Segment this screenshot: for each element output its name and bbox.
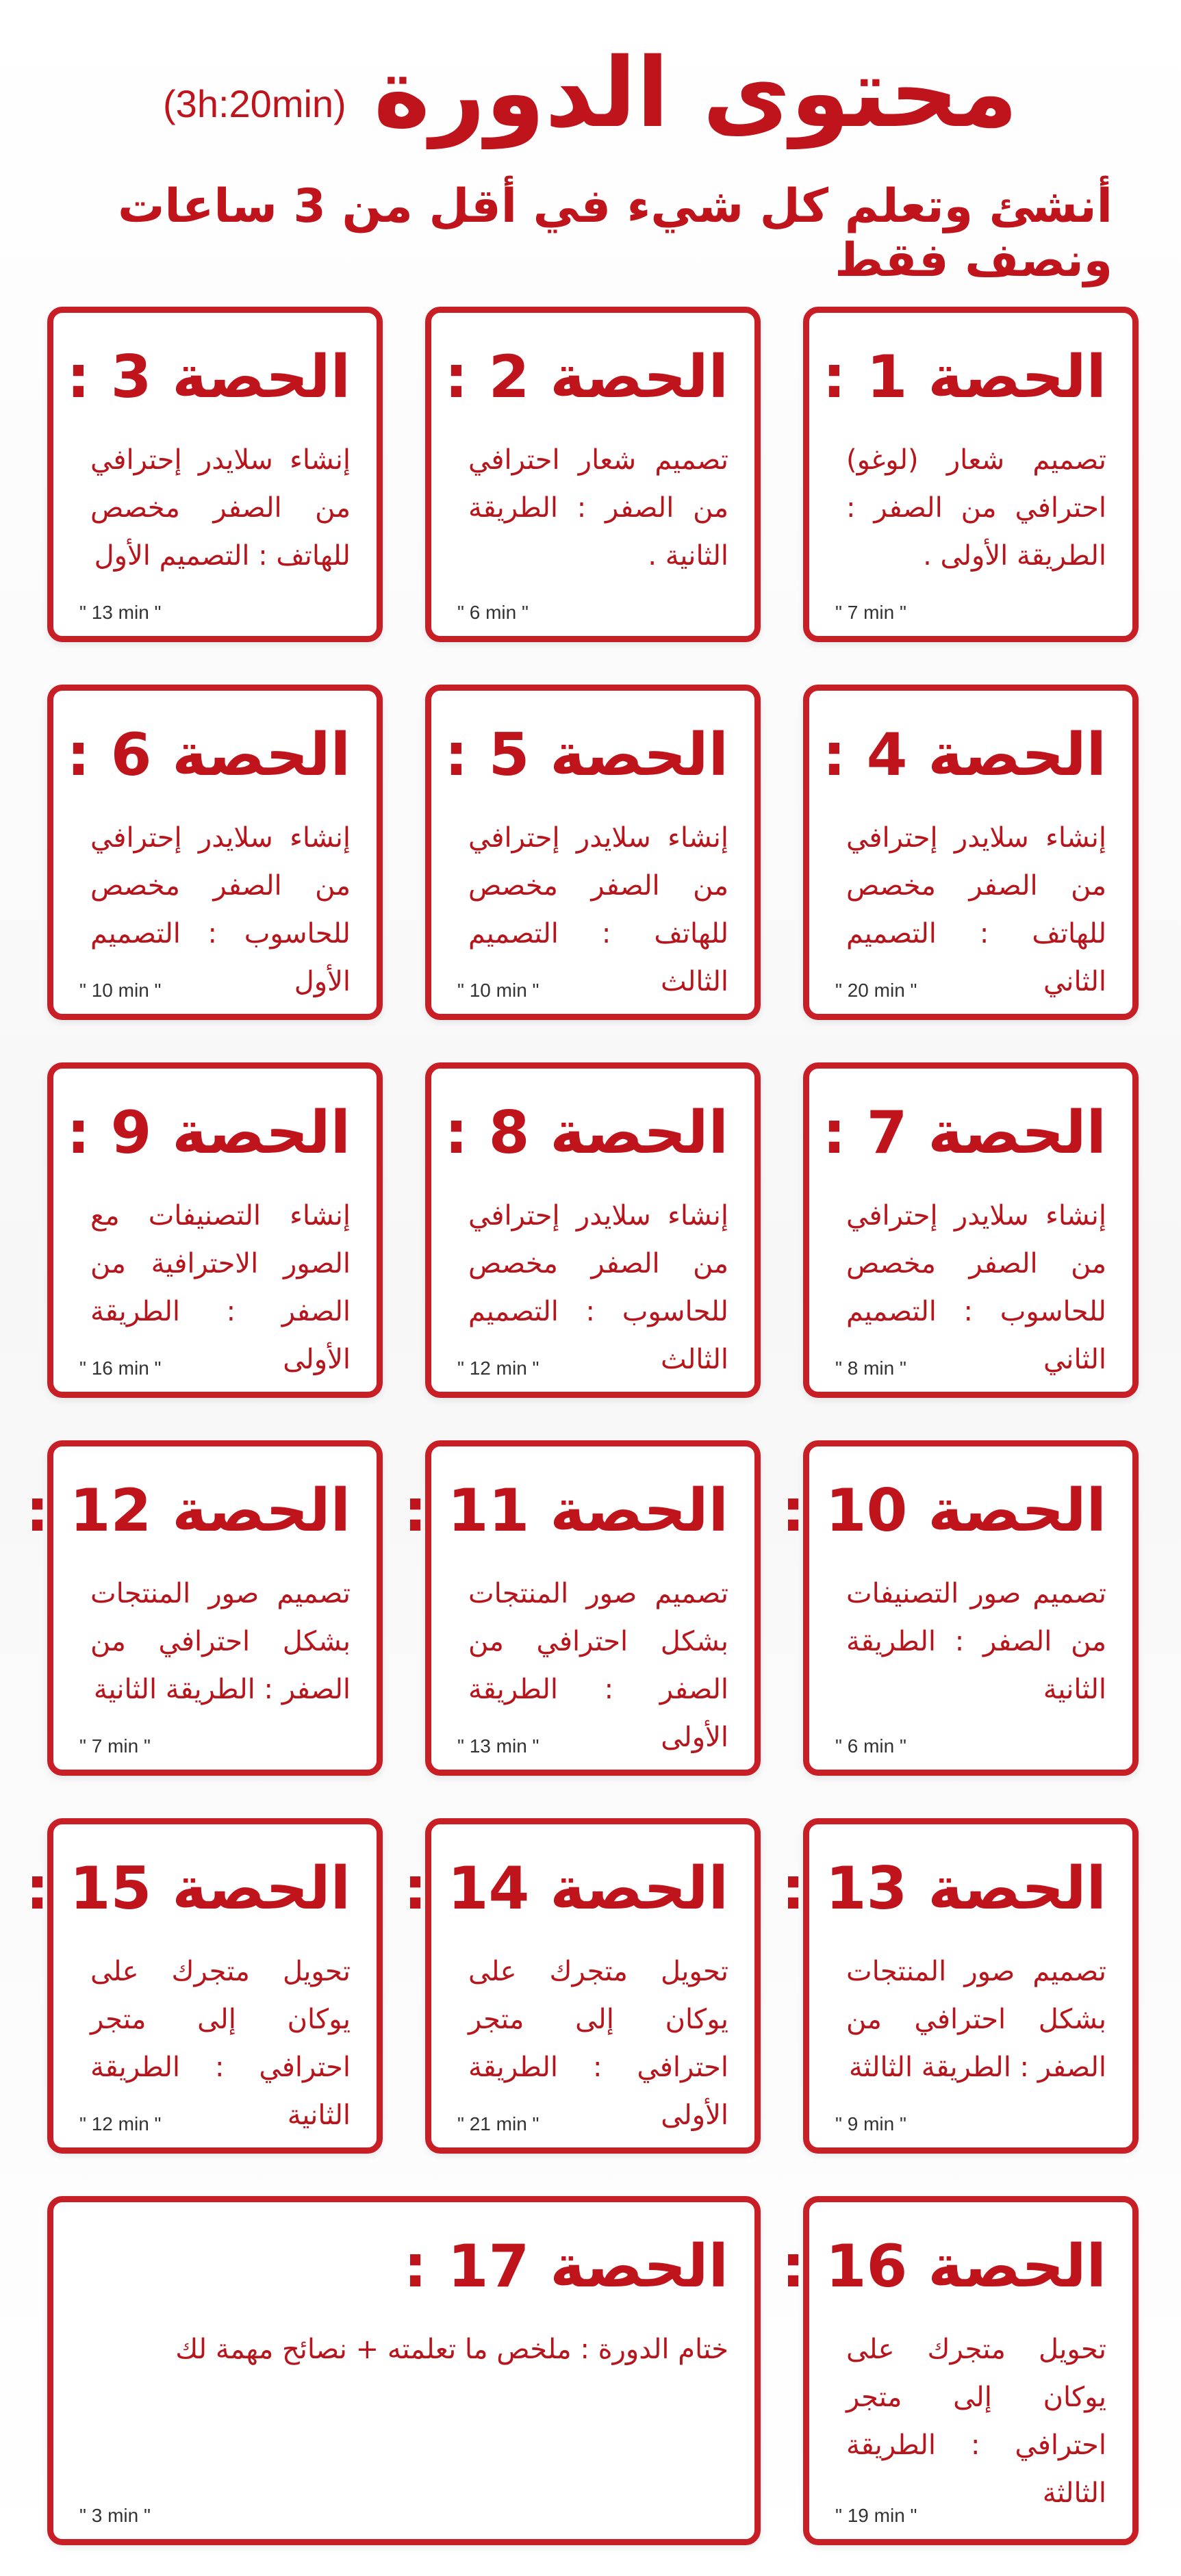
lesson-description: ختام الدورة : ملخص ما تعلمته + نصائح مهمة لك: [175, 2334, 728, 2365]
lesson-duration: " 13 min ": [457, 1735, 539, 1757]
lesson-title: الحصة 2 :: [444, 343, 728, 411]
lesson-card-5: [425, 685, 761, 1020]
lesson-description: تصميم صور المنتجات بشكل احترافي من الصفر : الطريقة الثانية: [90, 1578, 351, 1705]
lesson-title: الحصة 1 :: [822, 343, 1106, 411]
lesson-description: تصميم شعار (لوغو) احترافي من الصفر : الطريقة الأولى .: [846, 444, 1106, 572]
lesson-card-16: [781, 2196, 1139, 2545]
lesson-description: تصميم صور المنتجات بشكل احترافي من الصفر : الطريقة الأولى: [468, 1578, 728, 1753]
lesson-duration: " 20 min ": [835, 980, 917, 1001]
lesson-title: الحصة 16 :: [781, 2232, 1106, 2301]
lesson-title: الحصة 6 :: [66, 721, 351, 789]
lesson-title: الحصة 11 :: [403, 1477, 728, 1545]
lesson-description: تصميم صور التصنيفات من الصفر : الطريقة الثانية: [846, 1578, 1106, 1705]
lesson-title: الحصة 10 :: [781, 1477, 1106, 1545]
lesson-title: الحصة 9 :: [66, 1099, 351, 1167]
lesson-duration: " 3 min ": [79, 2505, 151, 2526]
lesson-duration: " 7 min ": [79, 1735, 151, 1757]
lesson-title: الحصة 15 :: [25, 1854, 351, 1923]
lesson-title: الحصة 8 :: [444, 1099, 728, 1167]
lesson-duration: " 21 min ": [457, 2113, 539, 2134]
lesson-card-3: [47, 307, 383, 642]
lesson-duration: " 7 min ": [835, 602, 906, 623]
lesson-description: تصميم صور المنتجات بشكل احترافي من الصفر : الطريقة الثالثة: [846, 1956, 1106, 2083]
lesson-title: الحصة 13 :: [781, 1854, 1106, 1923]
lesson-card-11: [403, 1440, 761, 1776]
lesson-card-4: [803, 685, 1139, 1020]
lesson-card-15: [25, 1818, 383, 2154]
lesson-duration: " 12 min ": [457, 1357, 539, 1379]
lesson-card-13: [781, 1818, 1139, 2154]
lesson-duration: " 12 min ": [79, 2113, 162, 2134]
lesson-card-14: [403, 1818, 761, 2154]
lesson-card-2: [425, 307, 761, 642]
lesson-description: تصميم شعار احترافي من الصفر : الطريقة الثانية .: [468, 444, 728, 572]
lesson-card-10: [781, 1440, 1139, 1776]
lesson-duration: " 8 min ": [835, 1357, 906, 1379]
course-duration: (3h:20min): [163, 82, 346, 125]
lesson-card-1: [803, 307, 1139, 642]
lesson-duration: " 10 min ": [457, 980, 539, 1001]
lesson-title: الحصة 14 :: [403, 1854, 728, 1923]
lesson-card-9: [47, 1062, 383, 1398]
lesson-description: تحويل متجرك على يوكان إلى متجر احترافي : الطريقة الثالثة: [846, 2334, 1106, 2509]
lesson-title: الحصة 3 :: [66, 343, 351, 411]
lesson-card-12: [25, 1440, 383, 1776]
lesson-duration: " 6 min ": [835, 1735, 906, 1757]
lesson-card-6: [47, 685, 383, 1020]
lesson-description: إنشاء سلايدر إحترافي من الصفر مخصص للهاتف : التصميم الأول: [90, 444, 351, 572]
lesson-card-17: [47, 2196, 761, 2545]
lesson-description: إنشاء سلايدر إحترافي من الصفر مخصص للهاتف : التصميم الثالث: [468, 822, 728, 997]
lesson-title: الحصة 7 :: [822, 1099, 1106, 1167]
lesson-description: تحويل متجرك على يوكان إلى متجر احترافي : الطريقة الثانية: [90, 1956, 351, 2131]
lesson-description: إنشاء التصنيفات مع الصور الاحترافية من الصفر : الطريقة الأولى: [90, 1200, 351, 1375]
lesson-card-8: [425, 1062, 761, 1398]
lesson-description: إنشاء سلايدر إحترافي من الصفر مخصص للهاتف : التصميم الثاني: [846, 822, 1106, 997]
lesson-title: الحصة 17 :: [403, 2232, 728, 2301]
lesson-duration: " 13 min ": [79, 602, 162, 623]
lesson-description: إنشاء سلايدر إحترافي من الصفر مخصص للحاسوب : التصميم الثاني: [846, 1200, 1106, 1375]
lesson-duration: " 16 min ": [79, 1357, 162, 1379]
lesson-duration: " 6 min ": [457, 602, 529, 623]
lesson-card-7: [803, 1062, 1139, 1398]
lesson-title: الحصة 5 :: [444, 721, 728, 789]
lesson-title: الحصة 12 :: [25, 1477, 351, 1545]
page-title: محتوى الدورة: [373, 38, 1018, 149]
lesson-description: إنشاء سلايدر إحترافي من الصفر مخصص للحاسوب : التصميم الثالث: [468, 1200, 728, 1375]
lesson-duration: " 19 min ": [835, 2505, 917, 2526]
lesson-duration: " 9 min ": [835, 2113, 906, 2134]
lesson-description: تحويل متجرك على يوكان إلى متجر احترافي : الطريقة الأولى: [468, 1956, 728, 2131]
lesson-duration: " 10 min ": [79, 980, 162, 1001]
page-subtitle: أنشئ وتعلم كل شيء في أقل من 3 ساعات ونصف فقط: [118, 179, 1113, 288]
lesson-description: إنشاء سلايدر إحترافي من الصفر مخصص للحاسوب : التصميم الأول: [90, 822, 351, 997]
lesson-title: الحصة 4 :: [822, 721, 1106, 789]
